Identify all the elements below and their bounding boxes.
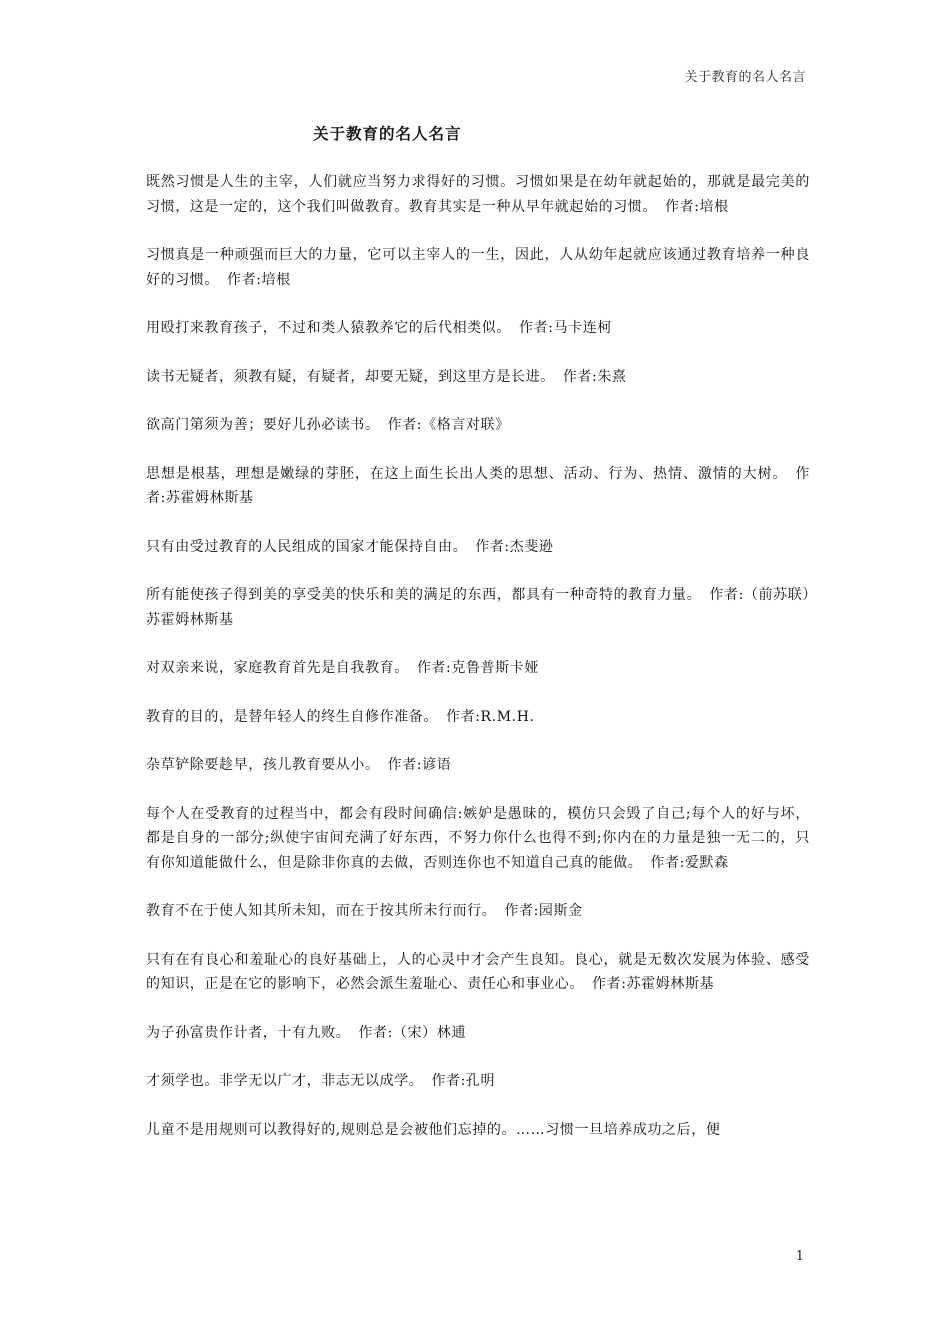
quote-text: 每个人在受教育的过程当中，都会有段时间确信:嫉妒是愚昧的，模仿只会毁了自己;每个人的好与坏，都是自身的一部分;纵使宇宙间充满了好东西，不努力你什么也得不到;你内在的力量是独一无二的，只有你知道能做什么，但是除非你真的去做，否则连你也不知道自己真的能做。	[146, 805, 810, 871]
quote-author: 作者:孔明	[431, 1073, 496, 1089]
quote-item	[146, 1021, 810, 1046]
quote-author: 作者:爱默森	[650, 854, 729, 871]
quote-text: 教育不在于使人知其所未知，而在于按其所未行而行。	[146, 903, 497, 919]
quote-item	[146, 753, 810, 778]
quote-text: 既然习惯是人生的主宰，人们就应当努力求得好的习惯。习惯如果是在幼年就起始的，那就是最完美的习惯，这是一定的，这个我们叫做教育。教育其实是一种从早年就起始的习惯。	[146, 174, 810, 215]
quote-author: 作者:杰斐逊	[475, 538, 554, 555]
quote-text: 才须学也。非学无以广才，非志无以成学。	[146, 1073, 424, 1089]
quote-author: 作者:马卡连柯	[519, 320, 612, 336]
quotes-list	[146, 170, 810, 1142]
quote-item	[146, 316, 810, 341]
quote-author: 作者:培根	[227, 271, 291, 288]
quote-item	[146, 899, 810, 924]
quote-item	[146, 462, 810, 511]
quote-author: 作者:（宋）林逋	[358, 1024, 466, 1041]
quote-item	[146, 948, 810, 997]
quote-text: 为子孙富贵作计者，十有九败。	[146, 1024, 351, 1041]
quote-item	[146, 802, 810, 876]
quote-text: 用殴打来教育孩子，不过和类人猿教养它的后代相类似。	[146, 320, 511, 336]
quote-author: 作者:苏霍姆林斯基	[592, 976, 715, 992]
quote-item	[146, 170, 810, 219]
quote-author: 作者:培根	[665, 198, 729, 215]
quote-item	[146, 243, 810, 292]
document-title: 关于教育的名人名言	[313, 124, 462, 143]
quote-author: 作者:朱熹	[562, 368, 627, 385]
quote-author: 作者:谚语	[387, 757, 452, 773]
quote-author: 作者:《格言对联》	[387, 417, 510, 433]
quote-text: 儿童不是用规则可以教得好的,规则总是会被他们忘掉的。……习惯一旦培养成功之后，便	[146, 1121, 721, 1138]
quote-text: 思想是根基，理想是嫩绿的芽胚，在这上面生长出人类的思想、活动、行为、热情、激情的大树。	[146, 465, 788, 482]
page-number: 1	[795, 1249, 804, 1264]
quote-author: 作者:（前苏联）苏霍姆林斯基	[146, 587, 810, 628]
quote-item	[146, 656, 810, 681]
quote-item	[146, 535, 810, 560]
quote-text: 只有由受过教育的人民组成的国家才能保持自由。	[146, 538, 468, 555]
quote-author: 作者:R.M.H.	[446, 708, 535, 725]
quote-item	[146, 583, 810, 632]
quote-text: 杂草铲除要趁早，孩儿教育要从小。	[146, 757, 380, 773]
quote-author: 作者:园斯金	[504, 903, 583, 919]
quote-text: 教育的目的，是替年轻人的终生自修作准备。	[146, 708, 438, 725]
running-header: 关于教育的名人名言	[684, 70, 806, 85]
quote-item	[146, 1118, 810, 1143]
quote-text: 只有在有良心和羞耻心的良好基础上，人的心灵中才会产生良知。良心，就是无数次发展为体验、感受的知识，正是在它的影响下，必然会派生羞耻心、责任心和事业心。	[146, 951, 810, 992]
quote-text: 欲高门第须为善；要好儿孙必读书。	[146, 417, 380, 433]
quote-item	[146, 413, 810, 438]
quote-item	[146, 1069, 810, 1094]
quote-text: 对双亲来说，家庭教育首先是自我教育。	[146, 660, 409, 676]
quote-text: 习惯真是一种顽强而巨大的力量，它可以主宰人的一生，因此，人从幼年起就应该通过教育培养一种良好的习惯。	[146, 247, 810, 288]
quote-item	[146, 705, 810, 730]
quote-text: 所有能使孩子得到美的享受美的快乐和美的满足的东西，都具有一种奇特的教育力量。	[146, 587, 702, 603]
quote-author: 作者:苏霍姆林斯基	[146, 465, 810, 506]
quote-item	[146, 365, 810, 390]
quote-author: 作者:克鲁普斯卡娅	[416, 660, 539, 676]
quote-text: 读书无疑者，须教有疑，有疑者，却要无疑，到这里方是长进。	[146, 368, 555, 385]
